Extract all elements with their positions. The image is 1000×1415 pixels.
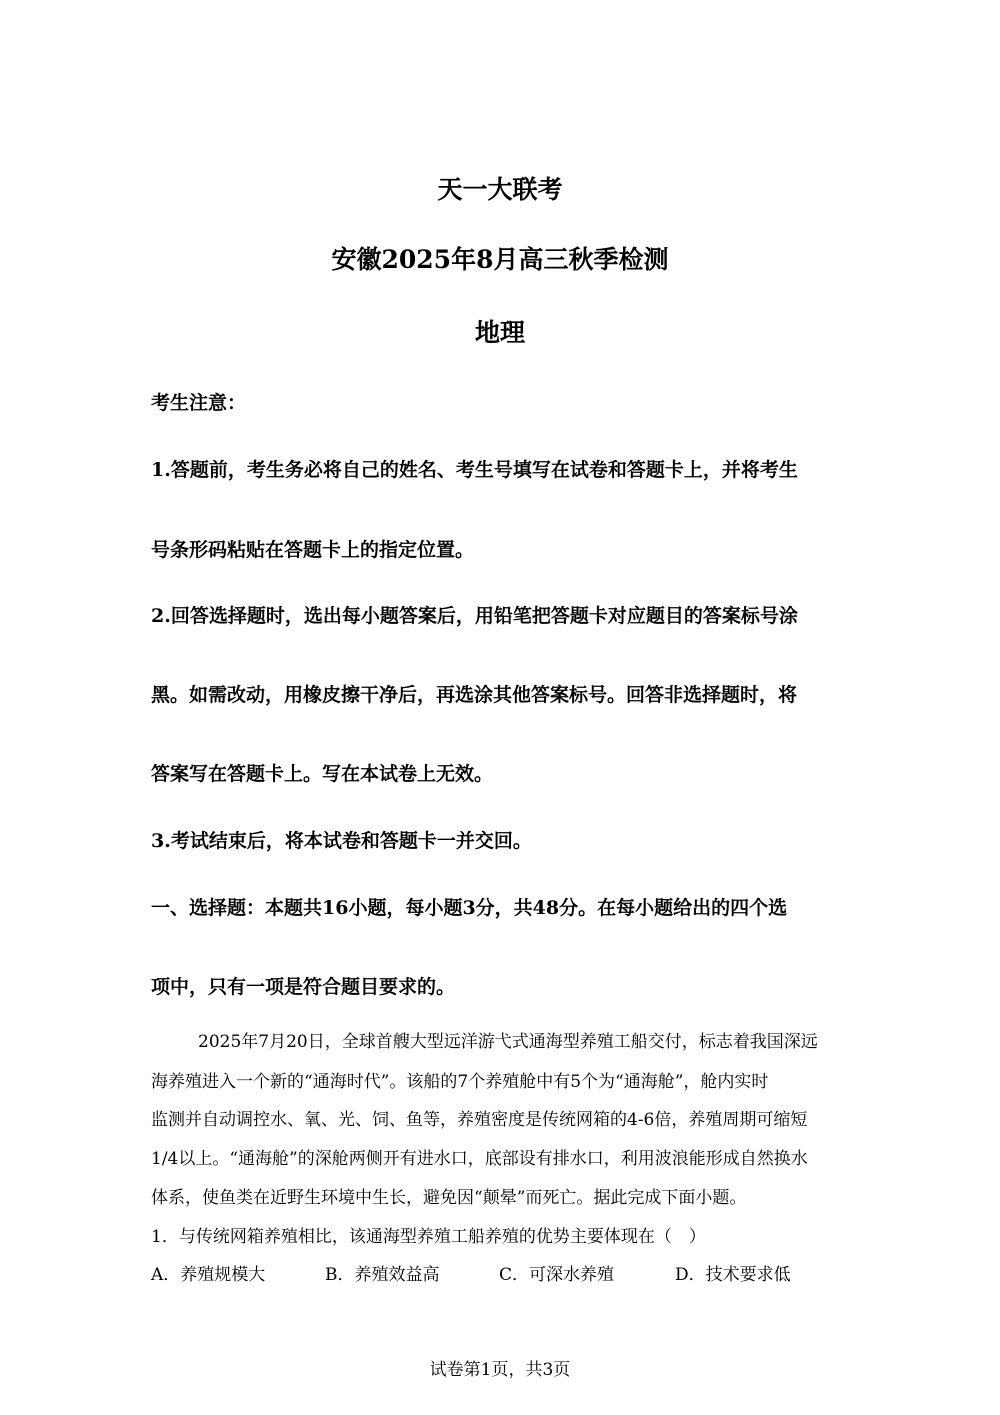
exam-subtitle: 安徽2025年8月高三秋季检测 — [331, 245, 669, 274]
notice-line: 号条形码粘贴在答题卡上的指定位置。 — [151, 539, 475, 561]
section-heading: 一、选择题：本题共16小题，每小题3分，共48分。在每小题给出的四个选 — [151, 897, 788, 919]
notice-line: 3.考试结束后，将本试卷和答题卡一并交回。 — [151, 830, 532, 852]
passage-line: 海养殖进入一个新的“通海时代”。该船的7个养殖舱中有5个为“通海舱”，舱内实时 — [151, 1072, 769, 1092]
option-c: C．可深水养殖 — [499, 1265, 615, 1285]
page-footer: 试卷第1页，共3页 — [429, 1360, 571, 1380]
notice-line: 2.回答选择题时，选出每小题答案后，用铅笔把答题卡对应题目的答案标号涂 — [151, 605, 798, 627]
notice-line: 答案写在答题卡上。写在本试卷上无效。 — [151, 763, 494, 785]
passage-line: 监测并自动调控水、氧、光、饲、鱼等，养殖密度是传统网箱的4-6倍，养殖周期可缩短 — [151, 1110, 808, 1130]
notice-line: 1.答题前，考生务必将自己的姓名、考生号填写在试卷和答题卡上，并将考生 — [151, 459, 798, 481]
passage-line: 2025年7月20日，全球首艘大型远洋游弋式通海型养殖工船交付，标志着我国深远 — [198, 1032, 818, 1052]
passage-line: 1/4以上。“通海舱”的深舱两侧开有进水口，底部设有排水口，利用波浪能形成自然换水 — [151, 1149, 808, 1169]
option-d: D．技术要求低 — [675, 1265, 791, 1285]
option-b: B．养殖效益高 — [325, 1265, 440, 1285]
question-options — [151, 1260, 851, 1284]
question-stem: 1．与传统网箱养殖相比，该通海型养殖工船养殖的优势主要体现在（ ） — [151, 1227, 706, 1247]
notice-heading: 考生注意： — [151, 392, 247, 414]
section-heading: 项中，只有一项是符合题目要求的。 — [151, 976, 456, 998]
notice-line: 黑。如需改动，用橡皮擦干净后，再选涂其他答案标号。回答非选择题时，将 — [151, 684, 798, 706]
option-a: A．养殖规模大 — [151, 1265, 266, 1285]
passage-line: 体系，使鱼类在近野生环境中生长，避免因“颠晕”而死亡。据此完成下面小题。 — [151, 1188, 747, 1208]
exam-title: 天一大联考 — [437, 175, 563, 204]
subject-title: 地理 — [474, 318, 525, 347]
